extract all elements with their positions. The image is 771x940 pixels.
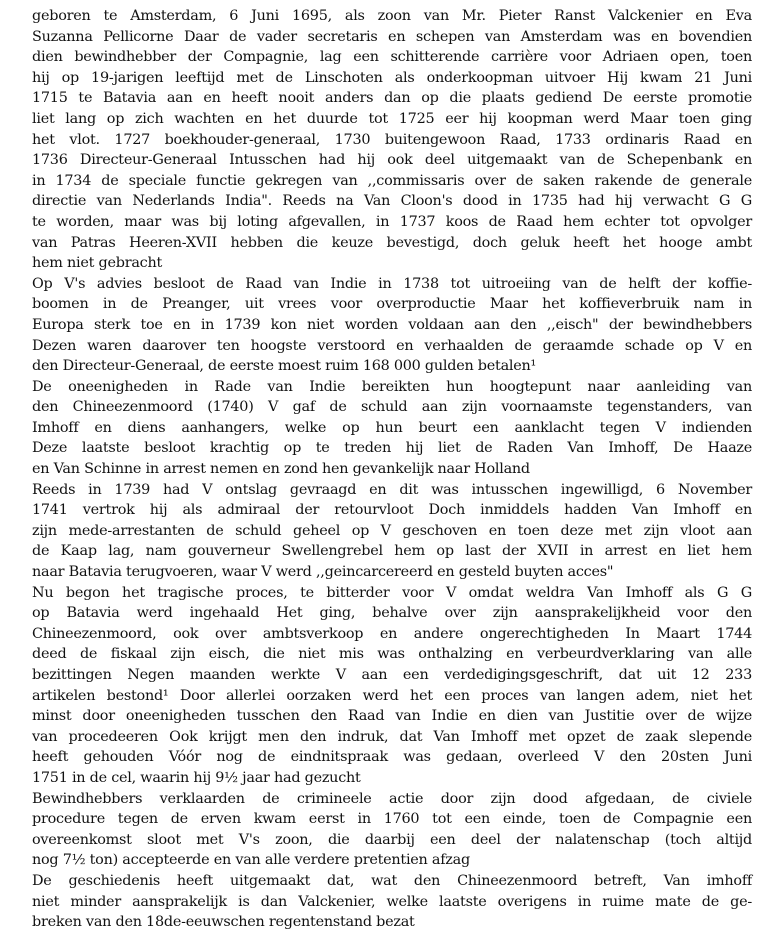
text-line: Nu begon het tragische proces, te bitterder voor V omdat weldra Van Imhoff als G G	[32, 584, 752, 601]
text-line: naar Batavia terugvoeren, waar V werd ,,geincarcereerd en gesteld buyten acces"	[32, 564, 614, 581]
text-line: deed de fiskaal zijn eisch, die niet mis was onthalzing en verbeurdverklaring van alle	[32, 646, 752, 663]
text-line: Chineezenmoord, ook over ambtsverkoop en andere ongerechtigheden In Maart 1744	[32, 625, 752, 642]
paragraph	[32, 377, 752, 480]
text-line: de Kaap lag, nam gouverneur Swellengrebel hem op last der XVII in arrest en liet hem	[32, 543, 752, 560]
paragraph	[32, 6, 752, 274]
text-line: Reeds in 1739 had V ontslag gevraagd en dit was intusschen ingewilligd, 6 November	[32, 481, 752, 498]
text-line: Europa sterk toe en in 1739 kon niet worden voldaan aan den ,,eisch" der bewindhebbers	[32, 316, 752, 333]
text-line: bezittingen Negen maanden werkte V aan een verdedigingsgeschrift, dat uit 12 233	[32, 667, 752, 683]
text-line: breken van den 18de-eeuwschen regentenstand bezat	[32, 914, 415, 931]
text-line: te worden, maar was bij loting afgevallen, in 1737 koos de Raad hem echter tot opvolger	[32, 213, 752, 230]
text-line: den Chineezenmoord (1740) V gaf de schuld aan zijn voornaamste tegenstanders, van	[32, 399, 752, 416]
text-line: het vlot. 1727 boekhouder-generaal, 1730 buitengewoon Raad, 1733 ordinaris Raad en	[32, 131, 752, 148]
text-line: niet minder aansprakelijk is dan Valckenier, welke laatste overigens in ruime mate de ge-	[32, 893, 752, 910]
text-line: 1751 in de cel, waarin hij 9½ jaar had gezucht	[32, 769, 361, 786]
text-line: 1715 te Batavia aan en heeft nooit anders dan op die plaats gediend De eerste promotie	[32, 90, 752, 107]
text-line: nog 7½ ton) accepteerde en van alle verdere pretentien afzag	[32, 852, 470, 869]
text-line: dien bewindhebber der Compagnie, lag een schitterende carrière voor Adriaen open, toen	[32, 49, 752, 66]
text-line: heeft gehouden Vóór nog de eindnitspraak was gedaan, overleed V den 20sten Juni	[32, 749, 752, 766]
paragraph	[32, 480, 752, 583]
text-line: op Batavia werd ingehaald Het ging, behalve over zijn aansprakelijkheid voor den	[32, 605, 752, 622]
text-line: in 1734 de speciale functie gekregen van ,,commissaris over de saken rakende de generale	[32, 172, 752, 189]
text-line: overeenkomst sloot met V's zoon, die daarbij een deel der nalatenschap (toch altijd	[32, 831, 752, 848]
text-line: van Patras Heeren-XVII hebben die keuze bevestigd, doch geluk heeft het hooge ambt	[32, 234, 752, 251]
document-body	[32, 6, 752, 933]
text-line: Imhoff en diens aanhangers, welke op hun beurt een aanklacht tegen V indienden	[32, 419, 752, 436]
text-line: artikelen bestond¹ Door allerlei oorzaken werd het een proces van langen adem, niet het	[32, 687, 752, 704]
paragraph	[32, 871, 752, 933]
text-line: De geschiedenis heeft uitgemaakt dat, wat den Chineezenmoord betreft, Van imhoff	[32, 872, 752, 889]
text-line: De oneenigheden in Rade van Indie bereikten hun hoogtepunt naar aanleiding van	[32, 378, 752, 395]
text-line: 1736 Directeur-Generaal Intusschen had hij ook deel uitgemaakt van de Schepenbank en	[32, 152, 752, 169]
text-line: hij op 19-jarigen leeftijd met de Linschoten als onderkoopman uitvoer Hij kwam 21 Juni	[32, 69, 752, 86]
paragraph	[32, 789, 752, 871]
text-line: zijn mede-arrestanten de schuld geheel op V geschoven en toen deze met zijn vloot aan	[32, 522, 752, 539]
text-line: en Van Schinne in arrest nemen en zond hen gevankelijk naar Holland	[32, 461, 530, 478]
text-line: Deze laatste besloot krachtig op te treden hij liet de Raden Van Imhoff, De Haaze	[32, 440, 752, 457]
text-line: liet lang op zich wachten en het duurde tot 1725 eer hij koopman werd Maar toen ging	[32, 110, 752, 127]
text-line: minst door oneenigheden tusschen den Raad van Indie en dien van Justitie over de wijze	[32, 708, 752, 725]
text-line: directie van Nederlands India". Reeds na Van Cloon's dood in 1735 had hij verwacht G G	[32, 193, 752, 210]
text-line: hem niet gebracht	[32, 255, 163, 272]
text-line: Op V's advies besloot de Raad van Indie in 1738 tot uitroeiing van de helft der koffie-	[32, 275, 752, 292]
text-line: procedure tegen de erven kwam eerst in 1760 tot een einde, toen de Compagnie een	[32, 811, 752, 828]
paragraph	[32, 274, 752, 377]
text-line: boomen in de Preanger, uit vrees voor overproductie Maar het koffieverbruik nam in	[32, 296, 752, 313]
text-line: Dezen waren daarover ten hoogste verstoord en verhaalden de geraamde schade op V en	[32, 337, 752, 354]
paragraph	[32, 583, 752, 789]
text-line: Suzanna Pellicorne Daar de vader secretaris en schepen van Amsterdam was en bovendien	[32, 28, 752, 45]
text-line: geboren te Amsterdam, 6 Juni 1695, als zoon van Mr. Pieter Ranst Valckenier en Eva	[32, 8, 752, 24]
text-line: Bewindhebbers verklaarden de crimineele actie door zijn dood afgedaan, de civiele	[32, 790, 752, 807]
text-line: 1741 vertrok hij als admiraal der retourvloot Doch inmiddels hadden Van Imhoff en	[32, 502, 752, 519]
text-line: den Directeur-Generaal, de eerste moest ruim 168 000 gulden betalen¹	[32, 358, 537, 375]
text-line: van procedeeren Ook krijgt men den indruk, dat Van Imhoff met opzet de zaak slepende	[32, 728, 752, 745]
